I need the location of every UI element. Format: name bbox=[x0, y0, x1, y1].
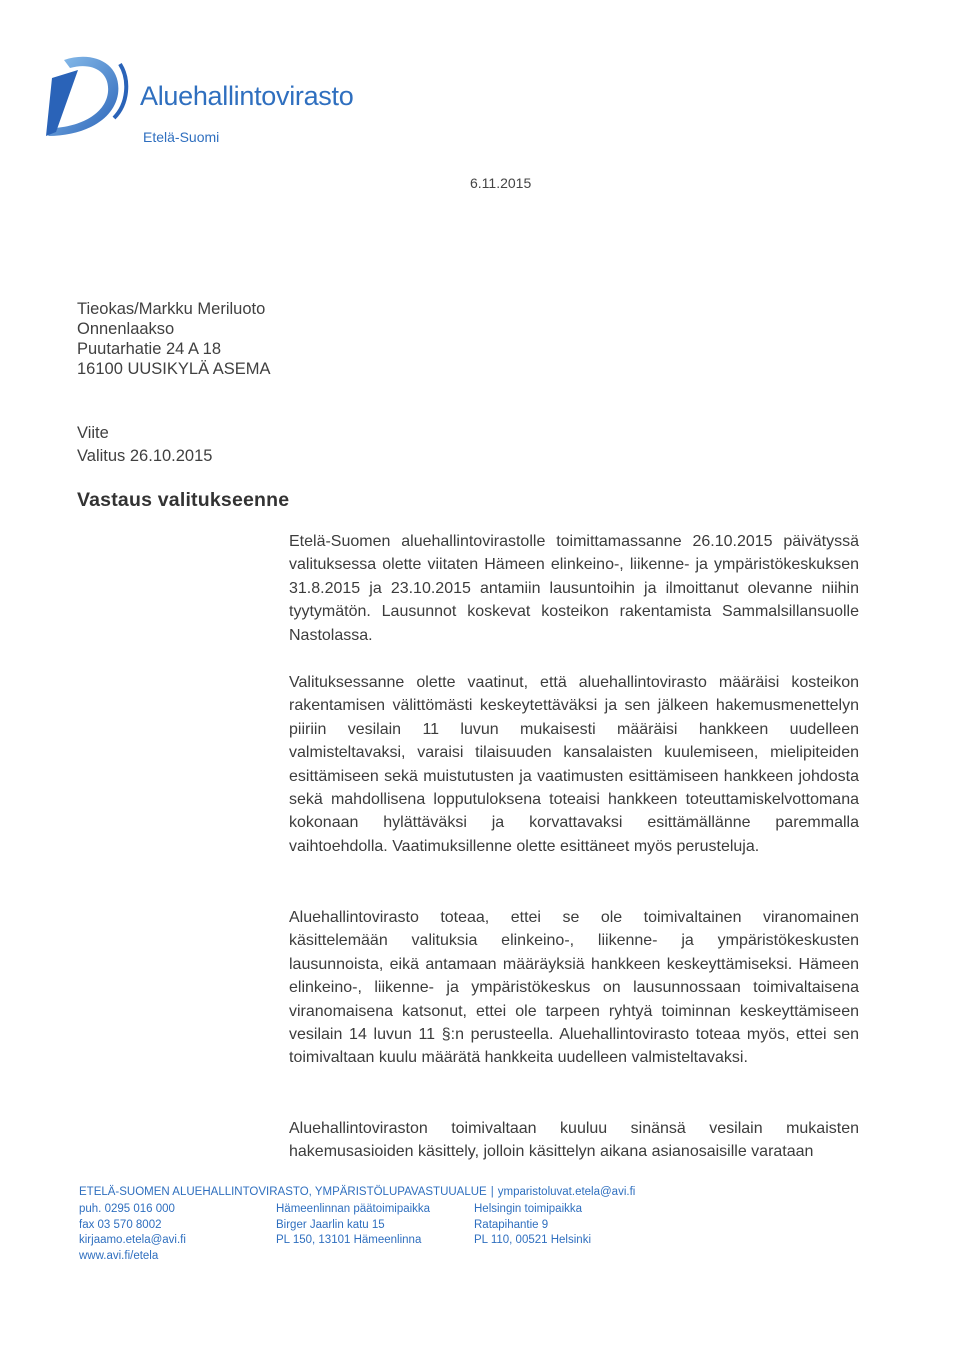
office-street: Ratapihantie 9 bbox=[474, 1218, 549, 1231]
recipient-line: 16100 UUSIKYLÄ ASEMA bbox=[77, 360, 271, 378]
reference-value: Valitus 26.10.2015 bbox=[77, 447, 213, 465]
org-name: Aluehallintovirasto bbox=[140, 81, 354, 111]
recipient-address bbox=[77, 299, 271, 379]
avi-logo-icon bbox=[44, 54, 134, 140]
footer-office-helsinki bbox=[474, 1202, 591, 1249]
footer-org-name: ETELÄ-SUOMEN ALUEHALLINTOVIRASTO, YMPÄRISTÖLUPAVASTUUALUE bbox=[79, 1186, 487, 1198]
body-paragraph: Valituksessanne olette vaatinut, että aluehallintovirasto määräisi kosteikon rakentamisen välittömästi keskeytettäväksi ja sen jälkeen hakemusmenettelyn piiriin vesilain 11 luvun mukaisesti määräisi hankkeen uudelleen valmisteltavaksi, varaisi tilaisuuden kansalaisten kuulemiseen, mielipiteiden esittämiseen sekä muistutusten ja vaatimusten esittämiseen hankkeen johdosta sekä mahdollisena lopputuloksena toteaisi hankkeen toteuttamiskelvottomana kokonaan hylättäväksi ja korvattavaksi esittämällänne paremmalla vaihtoehdolla. Vaatimuksillenne olette esittäneet myös perusteluja. bbox=[289, 674, 859, 855]
footer-separator: | bbox=[490, 1186, 494, 1198]
footer-org-line bbox=[79, 1186, 635, 1198]
org-region: Etelä-Suomi bbox=[143, 129, 220, 145]
body-paragraph: Etelä-Suomen aluehallintovirastolle toimittamassanne 26.10.2015 päivätyssä valituksessa olette viitaten Hämeen elinkeino-, liikenne- ja ympäristökeskuksen 31.8.2015 ja 23.10.2015 antamiin lausuntoihin ja ilmoittanut olevanne niihin tyytymätön. Lausunnot koskevat kosteikon rakentamista Sammalsillansuolle Nastolassa. bbox=[289, 533, 859, 644]
body-paragraph: Aluehallintoviraston toimivaltaan kuuluu sinänsä vesilain mukaisten hakemusasioiden käsittely, jolloin käsittelyn aikana asianosaisille varataan bbox=[289, 1120, 859, 1161]
reference-label: Viite bbox=[77, 424, 109, 442]
footer-contact bbox=[79, 1202, 186, 1264]
footer-website: www.avi.fi/etela bbox=[79, 1249, 159, 1262]
office-name: Helsingin toimipaikka bbox=[474, 1203, 583, 1215]
office-postal: PL 150, 13101 Hämeenlinna bbox=[276, 1234, 422, 1246]
letter-date: 6.11.2015 bbox=[470, 175, 532, 191]
footer-office-hameenlinna bbox=[276, 1202, 430, 1249]
recipient-line: Tieokas/Markku Meriluoto bbox=[77, 300, 266, 318]
office-postal: PL 110, 00521 Helsinki bbox=[474, 1234, 591, 1246]
footer-fax: fax 03 570 8002 bbox=[79, 1218, 162, 1231]
footer-dept-email: ymparistoluvat.etela@avi.fi bbox=[497, 1186, 636, 1198]
recipient-line: Onnenlaakso bbox=[77, 320, 175, 338]
body-paragraph: Aluehallintovirasto toteaa, ettei se ole toimivaltainen viranomainen käsittelemään valituksia elinkeino-, liikenne- ja ympäristökeskusten lausunnoista, eikä antamaan määräyksiä hankkeen keskeyttämiseksi. Hämeen elinkeino-, liikenne- ja ympäristökeskus on lausunnossaan toimivaltaisena viranomaisena katsonut, ettei ole tarpeen ryhtyä toiminnan keskeyttämiseen vesilain 14 luvun 11 §:n perusteella. Aluehallintovirasto toteaa myös, ettei sen toimivaltaan kuulu määrätä hankkeita uudelleen valmisteltavaksi. bbox=[289, 909, 859, 1067]
footer-phone: puh. 0295 016 000 bbox=[79, 1203, 175, 1215]
office-name: Hämeenlinnan päätoimipaikka bbox=[276, 1203, 431, 1215]
recipient-line: Puutarhatie 24 A 18 bbox=[77, 340, 222, 358]
reference-block bbox=[77, 422, 212, 468]
footer-email: kirjaamo.etela@avi.fi bbox=[79, 1234, 186, 1246]
office-street: Birger Jaarlin katu 15 bbox=[276, 1218, 385, 1231]
letter-title: Vastaus valitukseenne bbox=[77, 489, 290, 511]
